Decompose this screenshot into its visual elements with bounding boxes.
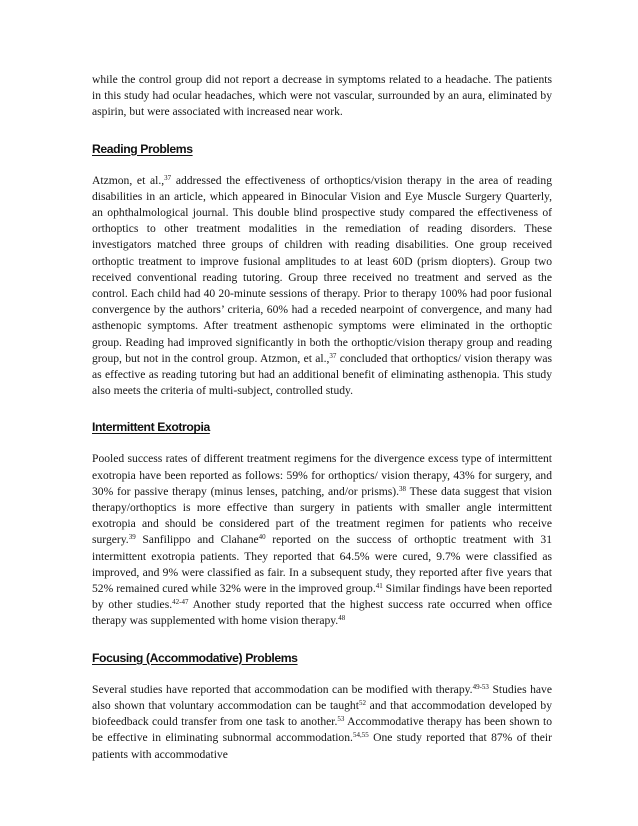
citation-superscript: 42-47 bbox=[172, 598, 189, 607]
intermittent-exotropia-paragraph: Pooled success rates of different treatment regimens for the divergence excess type of intermittent exotropia have been reported as follows: 59% for orthoptics/ vision therapy, 43% for surgery, and 30% for passive therapy (minus lenses, patching, and/or prisms).$^{38}$ These data suggest that vision therapy/orthoptics is more effective than surgery in patients with smaller angle intermittent exotropia and should be considered part of the treatment regimen for patients who receive surgery.$^{39}$ Sanfilippo and Clahane$^{40}$ reported on the success of orthoptic treatment with 31 intermittent exotropia patients. They reported that 64.5% were cured, 9.7% were classified as improved, and 9% were classified as fair. In a subsequent study, they reported after five years that 52% remained cured while 32% were in the improved group.$^{41}$ Similar findings have been reported by other studies.$^{42-47}$ Another study reported that the highest success rate occurred when office therapy was supplemented with home vision therapy.$^{48}$ bbox=[92, 452, 552, 628]
focusing-problems-heading: Focusing (Accommodative) Problems bbox=[92, 650, 298, 665]
citation-superscript: 39 bbox=[128, 533, 136, 542]
reading-problems-heading: Reading Problems bbox=[92, 141, 193, 156]
citation-superscript: 53 bbox=[337, 715, 345, 724]
citation-superscript: 41 bbox=[375, 582, 383, 591]
citation-superscript: 40 bbox=[258, 533, 266, 542]
reading-problems-paragraph: Atzmon, et al.,$^{37}$ addressed the effectiveness of orthoptics/vision therapy in the area of reading disabilities in an article, which appeared in Binocular Vision and Eye Muscle Surgery Quarterly, an ophthalmological journal. This double blind prospective study compared the effectiveness of orthoptics to other treatment modalities in the remediation of reading disorders. These investigators matched three groups of children with reading disabilities. One group received orthoptic treatment to improve fusional amplitudes to at least 60D (prism diopters). Group two received conventional reading tutoring. Group three received no treatment and served as the control. Each child had 40 20-minute sessions of therapy. Prior to therapy 100% had poor fusional convergence by the authors’ criteria, 60% had a receded nearpoint of convergence, and many had asthenopic symptoms. After treatment asthenopic symptoms were eliminated in the orthoptic group. Reading had improved significantly in both the orthoptic/vision therapy group and reading group, but not in the control group. Atzmon, et al.,$^{37}$ concluded that orthoptics/ vision therapy was as effective as reading tutoring but had an additional benefit of eliminating asthenopia. This study also meets the criteria of multi-subject, controlled study. bbox=[92, 173, 553, 398]
intermittent-exotropia-heading: Intermittent Exotropia bbox=[92, 420, 210, 435]
citation-superscript: 49-53 bbox=[472, 682, 489, 691]
citation-superscript: 38 bbox=[399, 484, 407, 493]
citation-superscript: 54,55 bbox=[352, 731, 369, 740]
citation-superscript: 37 bbox=[164, 173, 172, 182]
intro-paragraph: while the control group did not report a decrease in symptoms related to a headache. The patients in this study had ocular headaches, which were not vascular, surrounded by an aura, eliminated by aspirin, but were associated with increased near work. bbox=[92, 73, 552, 119]
focusing-problems-paragraph: Several studies have reported that accommodation can be modified with therapy.$^{49-53}$ Studies have also shown that voluntary accommodation can be taught$^{52}$ and that accommodation developed by biofeedback could transfer from one task to another.$^{53}$ Accommodative therapy has been shown to be effective in eliminating subnormal accommodation.$^{54,55}$ One study reported that 87% of their patients with accommodative bbox=[92, 682, 553, 761]
citation-superscript: 52 bbox=[358, 698, 366, 707]
page-content bbox=[92, 72, 552, 763]
citation-superscript: 48 bbox=[338, 614, 346, 623]
citation-superscript: 37 bbox=[329, 351, 337, 360]
